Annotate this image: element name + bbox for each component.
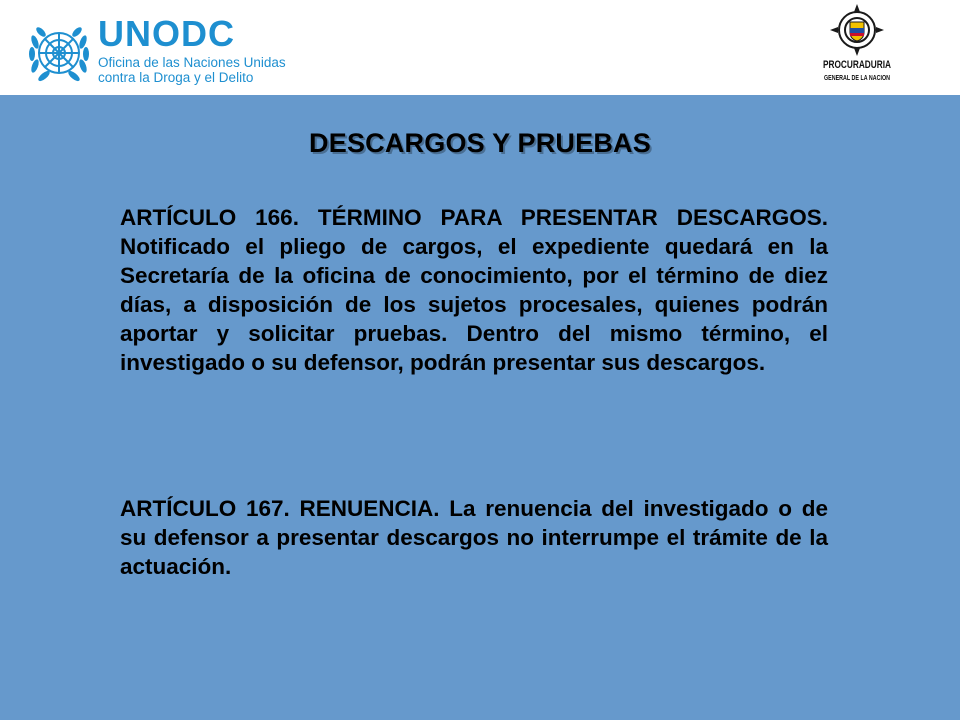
un-emblem-icon — [26, 20, 92, 86]
slide-title: DESCARGOS Y PRUEBAS — [309, 128, 651, 158]
procuraduria-name: PROCURADURIA — [823, 59, 892, 71]
procuraduria-logo — [818, 2, 896, 92]
unodc-wordmark: UNODC — [98, 13, 235, 54]
unodc-subtitle-line1: Oficina de las Naciones Unidas — [98, 55, 286, 70]
header-bar — [0, 0, 960, 95]
article-167-paragraph: ARTÍCULO 167. RENUENCIA. La renuencia del investigado o de su defensor a presentar descargos no interrumpe el trámite de la actuación. — [120, 496, 828, 579]
procuraduria-subtitle: GENERAL DE LA NACION — [824, 75, 890, 82]
unodc-subtitle-line2: contra la Droga y el Delito — [98, 70, 254, 85]
article-166-paragraph: ARTÍCULO 166. TÉRMINO PARA PRESENTAR DESCARGOS. Notificado el pliego de cargos, el expediente quedará en la Secretaría de la oficina de conocimiento, por el término de diez días, a disposición de los sujetos procesales, quienes podrán aportar y solicitar pruebas. Dentro del mismo término, el investigado o su defensor, podrán presentar sus descargos. — [120, 205, 828, 375]
